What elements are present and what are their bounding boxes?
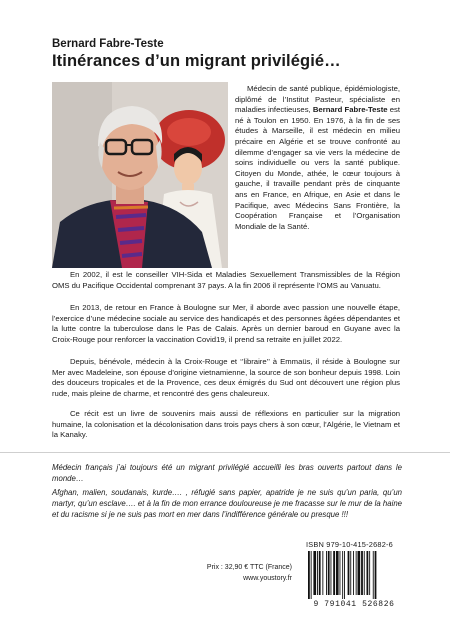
- paragraph-1: En 2002, il est le conseiller VIH-Sida et Maladies Sexuellement Transmissibles de la Région OMS du Pacifique Occidental comprenant 37 pays. A la fin 2006 il représente l’OMS au Vanuatu.: [52, 270, 400, 290]
- barcode: [306, 551, 402, 601]
- quote-1: Médecin français j’ai toujours été un migrant privilégié accueilli les bras ouverts partout dans le monde…: [52, 463, 402, 483]
- isbn-text: ISBN 979-10-415-2682-6: [306, 540, 393, 549]
- bio-text-after-name: est né à Toulon en 1950. En 1976, à la fin de ses études à Marseille, il est médecin en milieu précaire en Algérie et se trouve confronté au dilemme d’engager sa vie vers la médecine de soins individuelle ou vers la santé publique. Citoyen du Monde, athée, le cœur toujours à gauche, il travaille pendant près de cinquante ans en France, en Afrique, en Asie et dans le Pacifique, avec Médecins Sans Frontière, la Coopération Française et l’Organisation Mondiale de la Santé.: [235, 105, 400, 231]
- barcode-number: 9 791041 526826: [313, 600, 395, 609]
- price-text: Prix : 32,90 € TTC (France): [206, 564, 292, 571]
- paragraph-4: Ce récit est un livre de souvenirs mais aussi de réflexions en particulier sur la migration humaine, la colonisation et la décolonisation dans trois pays chers à son cœur, l’Algérie, le Vietnam et la Kanaky.: [52, 409, 400, 440]
- bio-author-name: Bernard Fabre-Teste: [312, 105, 388, 115]
- book-title: Itinérances d’un migrant privilégié…: [52, 52, 341, 70]
- paragraph-3: Depuis, bénévole, médecin à la Croix-Rouge et ‘’libraire’’ à Emmaüs, il réside à Boulogne sur Mer avec Madeleine, son épouse d’origine vietnamienne, la source de son bonheur depuis 1998. Loin des douceurs tropicales et de la Provence, ces deux émigrés du Sud ont découvert une région plus rude, mais pleine de charme, et rencontré des gens chaleureux.: [52, 357, 400, 398]
- author-name: Bernard Fabre-Teste: [52, 38, 164, 50]
- section-divider: [0, 452, 450, 453]
- author-photo: [52, 82, 228, 268]
- paragraph-2: En 2013, de retour en France à Boulogne sur Mer, il aborde avec passion une nouvelle étape, l’exercice d’une médecine sociale au service des handicapés et des personnes âgées dépendantes et la lutte contre la tuberculose dans le Pas de Calais. Après un dernier baroud en Guyane avec la Croix-Rouge pour renforcer la vaccination Covid19, il prend sa retraite en juillet 2022.: [52, 303, 400, 344]
- publisher-website: www.youstory.fr: [243, 575, 292, 582]
- quote-2: Afghan, malien, soudanais, kurde…. , réfugié sans papier, apatride je ne suis qu’un paria, qu’un martyr, qu’un esclave…. et à la fin de mon errance douloureuse je me fracasse sur le mur de la haine et du racisme si je ne suis pas mort en mer dans l’indifférence générale ou presque !!!: [52, 488, 402, 519]
- author-bio: [235, 84, 400, 232]
- price-block: [188, 562, 292, 584]
- bio-text-before-name: Médecin de santé publique, épidémiologiste, diplômé de l’Institut Pasteur, spécialiste en maladies infectieuses,: [235, 84, 400, 115]
